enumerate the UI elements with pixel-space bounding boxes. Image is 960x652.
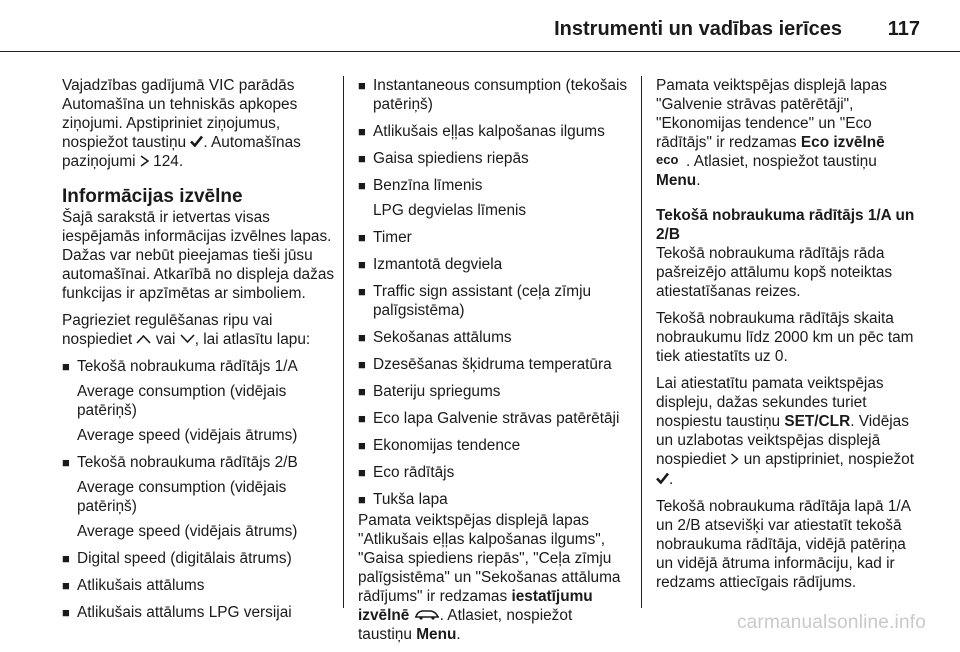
list-item: ■ Bateriju spriegums bbox=[358, 383, 501, 400]
header-divider bbox=[0, 51, 960, 52]
page-header bbox=[0, 0, 960, 52]
bullet-icon: ■ bbox=[62, 359, 70, 375]
body-paragraph: Pamata veiktspējas displejā lapas "Galvenie strāvas patērētāji", "Ekonomijas tendence" un "Eco rādītājs" ir redzamas Eco izvēlnē eco . Atlasiet, nospiežot taustiņu Menu. bbox=[656, 77, 887, 190]
eco-icon bbox=[656, 152, 686, 171]
bullet-icon: ■ bbox=[358, 330, 366, 345]
list-item: ■ Tekošā nobraukuma rādītājs 1/A Average consumption (vidējais patēriņš) Average speed (vidējais ātrums) bbox=[62, 357, 340, 445]
check-icon bbox=[656, 470, 669, 489]
intro-paragraph: Vajadzības gadījumā VIC parādās Automašīna un tehniskās apkopes ziņojumi. Apstipriniet ziņojumus, nospiežot taustiņu . Automašīnas paziņojumi 124. bbox=[62, 77, 301, 171]
list-item: ■ Sekošanas attālums bbox=[358, 329, 512, 346]
list-subitem: Average speed (vidējais ātrums) bbox=[77, 427, 298, 445]
list-subitem: LPG degvielas līmenis bbox=[373, 202, 527, 219]
list-item: ■ Izmantotā degviela bbox=[358, 256, 503, 273]
bullet-icon: ■ bbox=[62, 455, 70, 471]
list-item: ■ Digital speed (digitālais ātrums) bbox=[62, 550, 292, 568]
list-item: ■ Atlikušais attālums LPG versijai bbox=[62, 604, 292, 622]
list-item: ■ Dzesēšanas šķidruma temperatūra bbox=[358, 356, 612, 373]
watermark: carmanualsonline.info bbox=[736, 612, 926, 633]
bullet-icon: ■ bbox=[358, 151, 366, 166]
list-item: ■ Gaisa spiediens riepās bbox=[358, 150, 529, 167]
list-item: ■ Eco rādītājs bbox=[358, 464, 455, 481]
bullet-icon: ■ bbox=[358, 357, 366, 372]
bullet-icon: ■ bbox=[358, 78, 366, 93]
bullet-icon: ■ bbox=[358, 465, 366, 480]
list-subitem: Average consumption (vidējais patēriņš) bbox=[77, 479, 287, 516]
list-item: ■ Benzīna līmenis LPG degvielas līmenis bbox=[358, 176, 628, 220]
body-paragraph: Tekošā nobraukuma rādītājs rāda pašreizējo attālumu kopš noteiktas atiestatīšanas reizes. bbox=[656, 245, 893, 301]
svg-text:eco: eco bbox=[656, 153, 679, 167]
list-item: ■ Atlikušais attālums bbox=[62, 577, 205, 595]
body-paragraph: Lai atiestatītu pamata veiktspējas displeju, dažas sekundes turiet nospiestu taustiņu SET/CLR. Vidējas un uzlabotas veiktspējas displejā nospiediet un apstipriniet, nospiežot . bbox=[656, 375, 914, 488]
menu-list bbox=[358, 76, 628, 509]
bullet-icon: ■ bbox=[358, 384, 366, 399]
column-right bbox=[656, 76, 924, 600]
column-divider bbox=[641, 76, 642, 608]
column-divider bbox=[343, 76, 344, 608]
page-title: Instrumenti un vadības ierīces bbox=[554, 18, 842, 40]
bullet-icon: ■ bbox=[358, 230, 366, 245]
body-paragraph: Tekošā nobraukuma rādītājs skaita nobraukumu līdz 2000 km un pēc tam tiek atiestatīts uz 0. bbox=[656, 310, 914, 366]
bullet-icon: ■ bbox=[358, 178, 366, 193]
bullet-icon: ■ bbox=[358, 492, 366, 507]
chevron-down-icon bbox=[180, 330, 195, 349]
bullet-icon: ■ bbox=[358, 438, 366, 453]
list-item: ■ Timer bbox=[358, 229, 412, 246]
bullet-icon: ■ bbox=[358, 284, 366, 299]
menu-list bbox=[62, 357, 340, 622]
list-item: ■ Traffic sign assistant (ceļa zīmju palīgsistēma) bbox=[358, 283, 592, 319]
closing-paragraph: Pamata veiktspējas displejā lapas "Atlikušais eļļas kalpošanas ilgums", "Gaisa spiediens riepās", "Ceļa zīmju palīgsistēma" un "Sekošanas attāluma rādījums" ir redzamas iestatījumu izvēlnē . Atlasiet, nospiežot taustiņu Menu. bbox=[358, 512, 621, 644]
bullet-icon: ■ bbox=[358, 411, 366, 426]
subsection-heading: Tekošā nobraukuma rādītājs 1/A un 2/B bbox=[656, 207, 915, 244]
list-item: ■ Atlikušais eļļas kalpošanas ilgums bbox=[358, 123, 605, 140]
page-number: 117 bbox=[887, 18, 920, 40]
section-heading: Informācijas izvēlne bbox=[62, 185, 243, 207]
body-paragraph: Tekošā nobraukuma rādītāja lapā 1/A un 2/B atsevišķi var atiestatīt tekošā nobraukuma rādītāja, vidējā patēriņa un vidējā ātruma informāciju, kad ir redzams attiecīgais rādījums. bbox=[656, 498, 911, 592]
list-item: ■ Tekošā nobraukuma rādītājs 2/B Average consumption (vidējais patēriņš) Average speed (vidējais ātrums) bbox=[62, 453, 340, 541]
check-icon bbox=[190, 133, 203, 152]
list-item: ■ Eco lapa Galvenie strāvas patērētāji bbox=[358, 410, 620, 427]
bullet-icon: ■ bbox=[62, 551, 70, 567]
list-item: ■ Instantaneous consumption (tekošais patēriņš) bbox=[358, 77, 628, 113]
chevron-up-icon bbox=[136, 330, 151, 349]
page-reference-icon bbox=[140, 153, 149, 172]
column-left bbox=[62, 76, 340, 630]
bullet-icon: ■ bbox=[62, 578, 70, 594]
bullet-icon: ■ bbox=[358, 124, 366, 139]
list-subitem: Average consumption (vidējais patēriņš) bbox=[77, 383, 287, 420]
instruction-paragraph: Pagrieziet regulēšanas ripu vai nospiediet vai , lai atlasītu lapu: bbox=[62, 311, 311, 348]
body-paragraph: Šajā sarakstā ir ietvertas visas iespējamās informācijas izvēlnes lapas. Dažas var nebūt pieejamas tieši jūsu automašīnai. Atkarībā no displeja dažas funkcijas ir apzīmētas ar simboliem. bbox=[62, 208, 335, 302]
list-item: ■ Ekonomijas tendence bbox=[358, 437, 521, 454]
bullet-icon: ■ bbox=[62, 605, 70, 621]
list-item: ■ Tukša lapa bbox=[358, 491, 448, 508]
bullet-icon: ■ bbox=[358, 257, 366, 272]
column-middle bbox=[358, 76, 628, 652]
list-subitem: Average speed (vidējais ātrums) bbox=[77, 523, 298, 541]
car-settings-icon bbox=[414, 606, 440, 625]
